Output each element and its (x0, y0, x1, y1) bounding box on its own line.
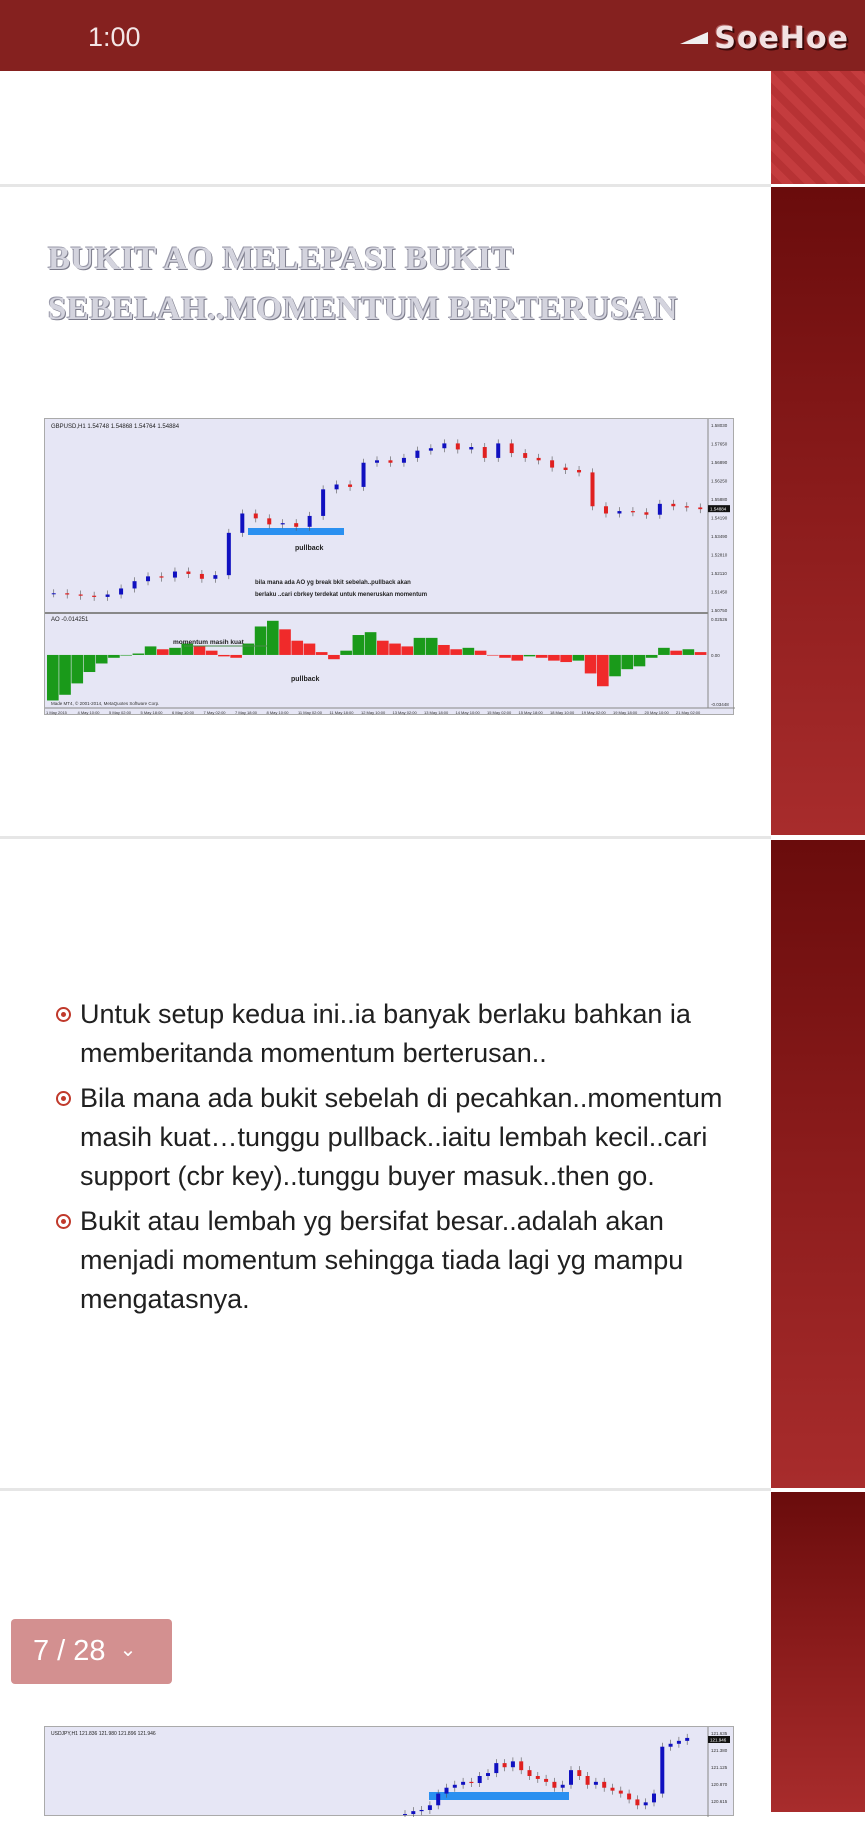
ao-bar (194, 646, 206, 655)
ao-tick-label: 0.02526 (711, 617, 728, 622)
date-tick-label: 1 May 2015 (46, 710, 67, 715)
candle (617, 511, 621, 513)
chart-header: GBPUSD,H1 1.54748 1.54868 1.54764 1.54884 (51, 424, 180, 430)
chart-svg (45, 419, 735, 716)
ao-bar (426, 638, 438, 655)
ao-bar (524, 655, 536, 656)
ao-bar (145, 646, 157, 655)
candle (420, 1810, 424, 1811)
price-tick-label: 1.52810 (711, 552, 728, 558)
candle (594, 1782, 598, 1785)
candle (388, 460, 392, 462)
ao-bar (670, 651, 682, 655)
candle (537, 458, 541, 460)
app-header (0, 0, 865, 71)
candle (402, 458, 406, 463)
ao-bar (475, 651, 487, 655)
ao-bar (120, 655, 132, 656)
candle (552, 1782, 556, 1788)
slide-divider (0, 836, 771, 839)
bullet-text: Bukit atau lembah yg bersifat besar..adalah akan menjadi momentum sehingga tiada lagi yg mampu mengatasnya. (80, 1206, 684, 1314)
candle (106, 594, 110, 596)
candle (411, 1811, 415, 1814)
thumbnail-6[interactable] (771, 71, 865, 184)
candle (362, 463, 366, 487)
annotation-pullback: pullback (295, 545, 324, 552)
candle (146, 576, 150, 581)
candle (586, 1776, 590, 1785)
ao-bar (96, 655, 108, 664)
date-tick-label: 18 May 10:00 (550, 710, 575, 715)
logo-text: SoeHoe (714, 20, 849, 56)
ao-bar (340, 651, 352, 655)
annotation-ao-pullback: pullback (291, 676, 320, 683)
price-tick-label: 121.380 (711, 1748, 728, 1753)
date-tick-label: 7 May 18:00 (235, 710, 258, 715)
ao-bar (230, 655, 242, 658)
ao-bar (621, 655, 633, 669)
current-price-label: 121.946 (710, 1737, 727, 1743)
candle (503, 1763, 507, 1767)
candle (677, 1741, 681, 1744)
candle (469, 1782, 473, 1783)
candle (79, 594, 83, 595)
candle (631, 511, 635, 512)
ao-bar (365, 632, 377, 655)
ao-bar (548, 655, 560, 661)
ao-bar (683, 649, 695, 655)
ao-bar (255, 626, 267, 654)
support-zone (429, 1792, 569, 1800)
candle (486, 1773, 490, 1776)
ao-bar (401, 646, 413, 655)
gbpusd-chart-image (44, 418, 734, 715)
date-tick-label: 15 May 02:00 (487, 710, 512, 715)
candle (159, 576, 163, 577)
ao-bar (609, 655, 621, 676)
ao-bar (59, 655, 71, 695)
candle (685, 1738, 689, 1741)
ao-bar (316, 652, 328, 655)
date-tick-label: 7 May 02:00 (203, 710, 226, 715)
candle (213, 575, 217, 579)
thumbnail-9[interactable] (771, 1492, 865, 1812)
candle (403, 1814, 407, 1815)
slide-title-line: SEBELAH..MOMENTUM BERTERUSAN (48, 291, 678, 327)
ao-bar (499, 655, 511, 658)
slide-title-line: BUKIT AO MELEPASI BUKIT (48, 241, 514, 277)
candle (569, 1770, 573, 1785)
ao-bar (463, 648, 475, 655)
page-selector-button[interactable] (11, 1619, 172, 1684)
ao-bar (646, 655, 658, 658)
candle (294, 523, 298, 527)
candle (428, 1805, 432, 1810)
candle (494, 1763, 498, 1773)
candle (335, 484, 339, 489)
candle (644, 512, 648, 514)
price-tick-label: 1.50750 (711, 608, 728, 613)
candle (669, 1744, 673, 1747)
ao-bar (511, 655, 523, 661)
candle (619, 1791, 623, 1794)
ao-bar (658, 648, 670, 655)
annotation-line-2: berlaku ..cari cbrkey terdekat untuk meneruskan momentum (255, 592, 428, 598)
logo-mark-icon (680, 32, 708, 44)
bullet-text: Untuk setup kedua ini..ia banyak berlaku bahkan ia memberitanda momentum berterusan.. (80, 999, 691, 1068)
date-tick-label: 19 May 18:00 (613, 710, 638, 715)
date-tick-label: 12 May 10:00 (361, 710, 386, 715)
candle (510, 443, 514, 453)
candle (469, 447, 473, 449)
price-tick-label: 121.125 (711, 1765, 728, 1770)
price-tick-label: 1.53490 (711, 534, 728, 539)
status-time: 1:00 (88, 22, 141, 52)
date-tick-label: 4 May 10:00 (77, 710, 100, 715)
ao-tick-label: 0.00 (711, 652, 720, 658)
candle (519, 1761, 523, 1770)
date-tick-label: 20 May 10:00 (644, 710, 669, 715)
candle (528, 1770, 532, 1776)
candle (577, 1770, 581, 1776)
bullet-icon (56, 1214, 71, 1229)
ao-bar (84, 655, 96, 672)
ao-bar (377, 641, 389, 655)
price-tick-label: 1.51450 (711, 589, 728, 595)
candle (577, 470, 581, 472)
candle (281, 523, 285, 524)
price-tick-label: 1.52110 (711, 571, 727, 576)
candle (375, 460, 379, 462)
candle (652, 1794, 656, 1803)
candle (308, 516, 312, 527)
ao-bar (597, 655, 609, 686)
candle (173, 572, 177, 578)
candle (478, 1776, 482, 1783)
candle (119, 588, 123, 594)
ao-bar (573, 655, 585, 661)
candle (660, 1747, 664, 1794)
candle (635, 1799, 639, 1805)
candle (561, 1785, 565, 1788)
candle (685, 506, 689, 507)
ao-tick-label: -0.03448 (711, 702, 729, 707)
ao-bar (133, 654, 145, 655)
price-tick-label: 1.54190 (711, 515, 728, 521)
candle (267, 518, 271, 524)
date-tick-label: 11 May 18:00 (329, 710, 354, 715)
candle (442, 443, 446, 448)
ao-bar (414, 638, 426, 655)
candle (483, 447, 487, 458)
candle (496, 443, 500, 458)
date-tick-label: 13 May 02:00 (392, 710, 417, 715)
candle (348, 484, 352, 486)
ao-bar (267, 621, 279, 655)
date-tick-label: 5 May 02:00 (109, 710, 132, 715)
price-tick-label: 120.615 (711, 1799, 728, 1804)
bullet-icon (56, 1007, 71, 1022)
candle (550, 460, 554, 467)
candle (52, 593, 56, 594)
ao-bar (585, 655, 597, 673)
ao-bar (47, 655, 59, 701)
ao-header: AO -0.014251 (51, 617, 89, 623)
date-tick-label: 8 May 10:00 (266, 710, 289, 715)
bullet-item (60, 1202, 760, 1319)
candle (644, 1802, 648, 1805)
candle (604, 506, 608, 513)
candle (200, 574, 204, 579)
price-tick-label: 1.56890 (711, 460, 728, 465)
chart-svg (45, 1727, 735, 1817)
bullet-list (60, 995, 760, 1325)
bullet-text: Bila mana ada bukit sebelah di pecahkan..momentum masih kuat…tunggu pullback..iaitu lembah kecil..cari support (cbr key)..tunggu buyer masuk..then go. (80, 1083, 723, 1191)
date-tick-label: 13 May 18:00 (424, 710, 449, 715)
candle (456, 443, 460, 449)
ao-bar (536, 655, 548, 658)
candle (453, 1785, 457, 1788)
candle (254, 514, 258, 519)
ao-bar (389, 644, 401, 655)
chevron-down-icon: ⌄ (119, 1639, 137, 1661)
ao-bar (450, 649, 462, 655)
slide-divider (0, 1488, 771, 1491)
ao-bar (291, 641, 303, 655)
ao-bar (206, 651, 218, 655)
price-tick-label: 1.57650 (711, 441, 728, 447)
ao-bar (438, 645, 450, 655)
date-tick-label: 14 May 10:00 (455, 710, 480, 715)
candle (523, 453, 527, 458)
date-tick-label: 19 May 02:00 (581, 710, 606, 715)
bullet-item (60, 1079, 760, 1196)
ao-bar (71, 655, 83, 683)
ao-bar (634, 655, 646, 666)
date-tick-label: 6 May 10:00 (172, 710, 195, 715)
copyright: Made MT4, © 2001-2014, MetaQuotes Software Corp. (51, 701, 160, 706)
candle (240, 514, 244, 533)
candle (627, 1794, 631, 1800)
candle (591, 472, 595, 506)
ao-bar (108, 655, 120, 658)
ao-bar (487, 655, 499, 656)
logo (680, 18, 849, 58)
candle (671, 504, 675, 506)
ao-bar (304, 644, 316, 655)
price-tick-label: 120.870 (711, 1782, 728, 1787)
slide-thumbnail-strip[interactable] (771, 71, 865, 1800)
date-tick-label: 11 May 02:00 (298, 710, 322, 715)
slide-divider (0, 184, 771, 187)
ao-bar (353, 635, 365, 655)
slide-title (48, 234, 678, 334)
ao-bar (328, 655, 340, 659)
ao-bar (279, 629, 291, 655)
candle (461, 1782, 465, 1785)
price-tick-label: 1.56250 (711, 478, 728, 484)
date-tick-label: 15 May 18:00 (518, 710, 543, 715)
thumbnail-8[interactable] (771, 840, 865, 1488)
ao-bar (218, 655, 230, 656)
chart-header: USDJPY,H1 121.836 121.980 121.896 121.946 (51, 1731, 156, 1737)
ao-bar (560, 655, 572, 662)
candle (92, 596, 96, 597)
ao-bar (169, 648, 181, 655)
price-tick-label: 1.58030 (711, 423, 728, 428)
candle (511, 1761, 515, 1767)
current-price-label: 1.54884 (710, 506, 727, 512)
date-tick-label: 5 May 18:00 (140, 710, 163, 715)
bullet-item (60, 995, 760, 1073)
candle (536, 1776, 540, 1779)
candle (65, 593, 69, 594)
bullet-icon (56, 1091, 71, 1106)
candle (445, 1788, 449, 1794)
ao-bar (695, 652, 707, 655)
candle (227, 533, 231, 575)
candle (429, 448, 433, 450)
price-tick-label: 1.55880 (711, 497, 728, 502)
date-tick-label: 21 May 02:00 (676, 710, 701, 715)
candle (186, 572, 190, 574)
thumbnail-7[interactable] (771, 187, 865, 835)
candle (602, 1782, 606, 1788)
page-indicator: 7 / 28 (33, 1635, 106, 1667)
candle (133, 581, 137, 588)
candle (658, 504, 662, 515)
candle (544, 1779, 548, 1782)
ao-bar (243, 644, 255, 655)
candle (321, 489, 325, 516)
candle (564, 468, 568, 470)
price-tick-label: 121.635 (711, 1731, 728, 1736)
candle (436, 1794, 440, 1806)
annotation-line-1: bila mana ada AO yg break bkit sebelah..pullback akan (255, 580, 411, 586)
candle (698, 507, 702, 509)
candle (611, 1788, 615, 1791)
candle (415, 451, 419, 458)
usdjpy-chart-image (44, 1726, 734, 1816)
annotation-momentum: momentum masih kuat (173, 639, 244, 646)
ao-bar (157, 649, 169, 655)
